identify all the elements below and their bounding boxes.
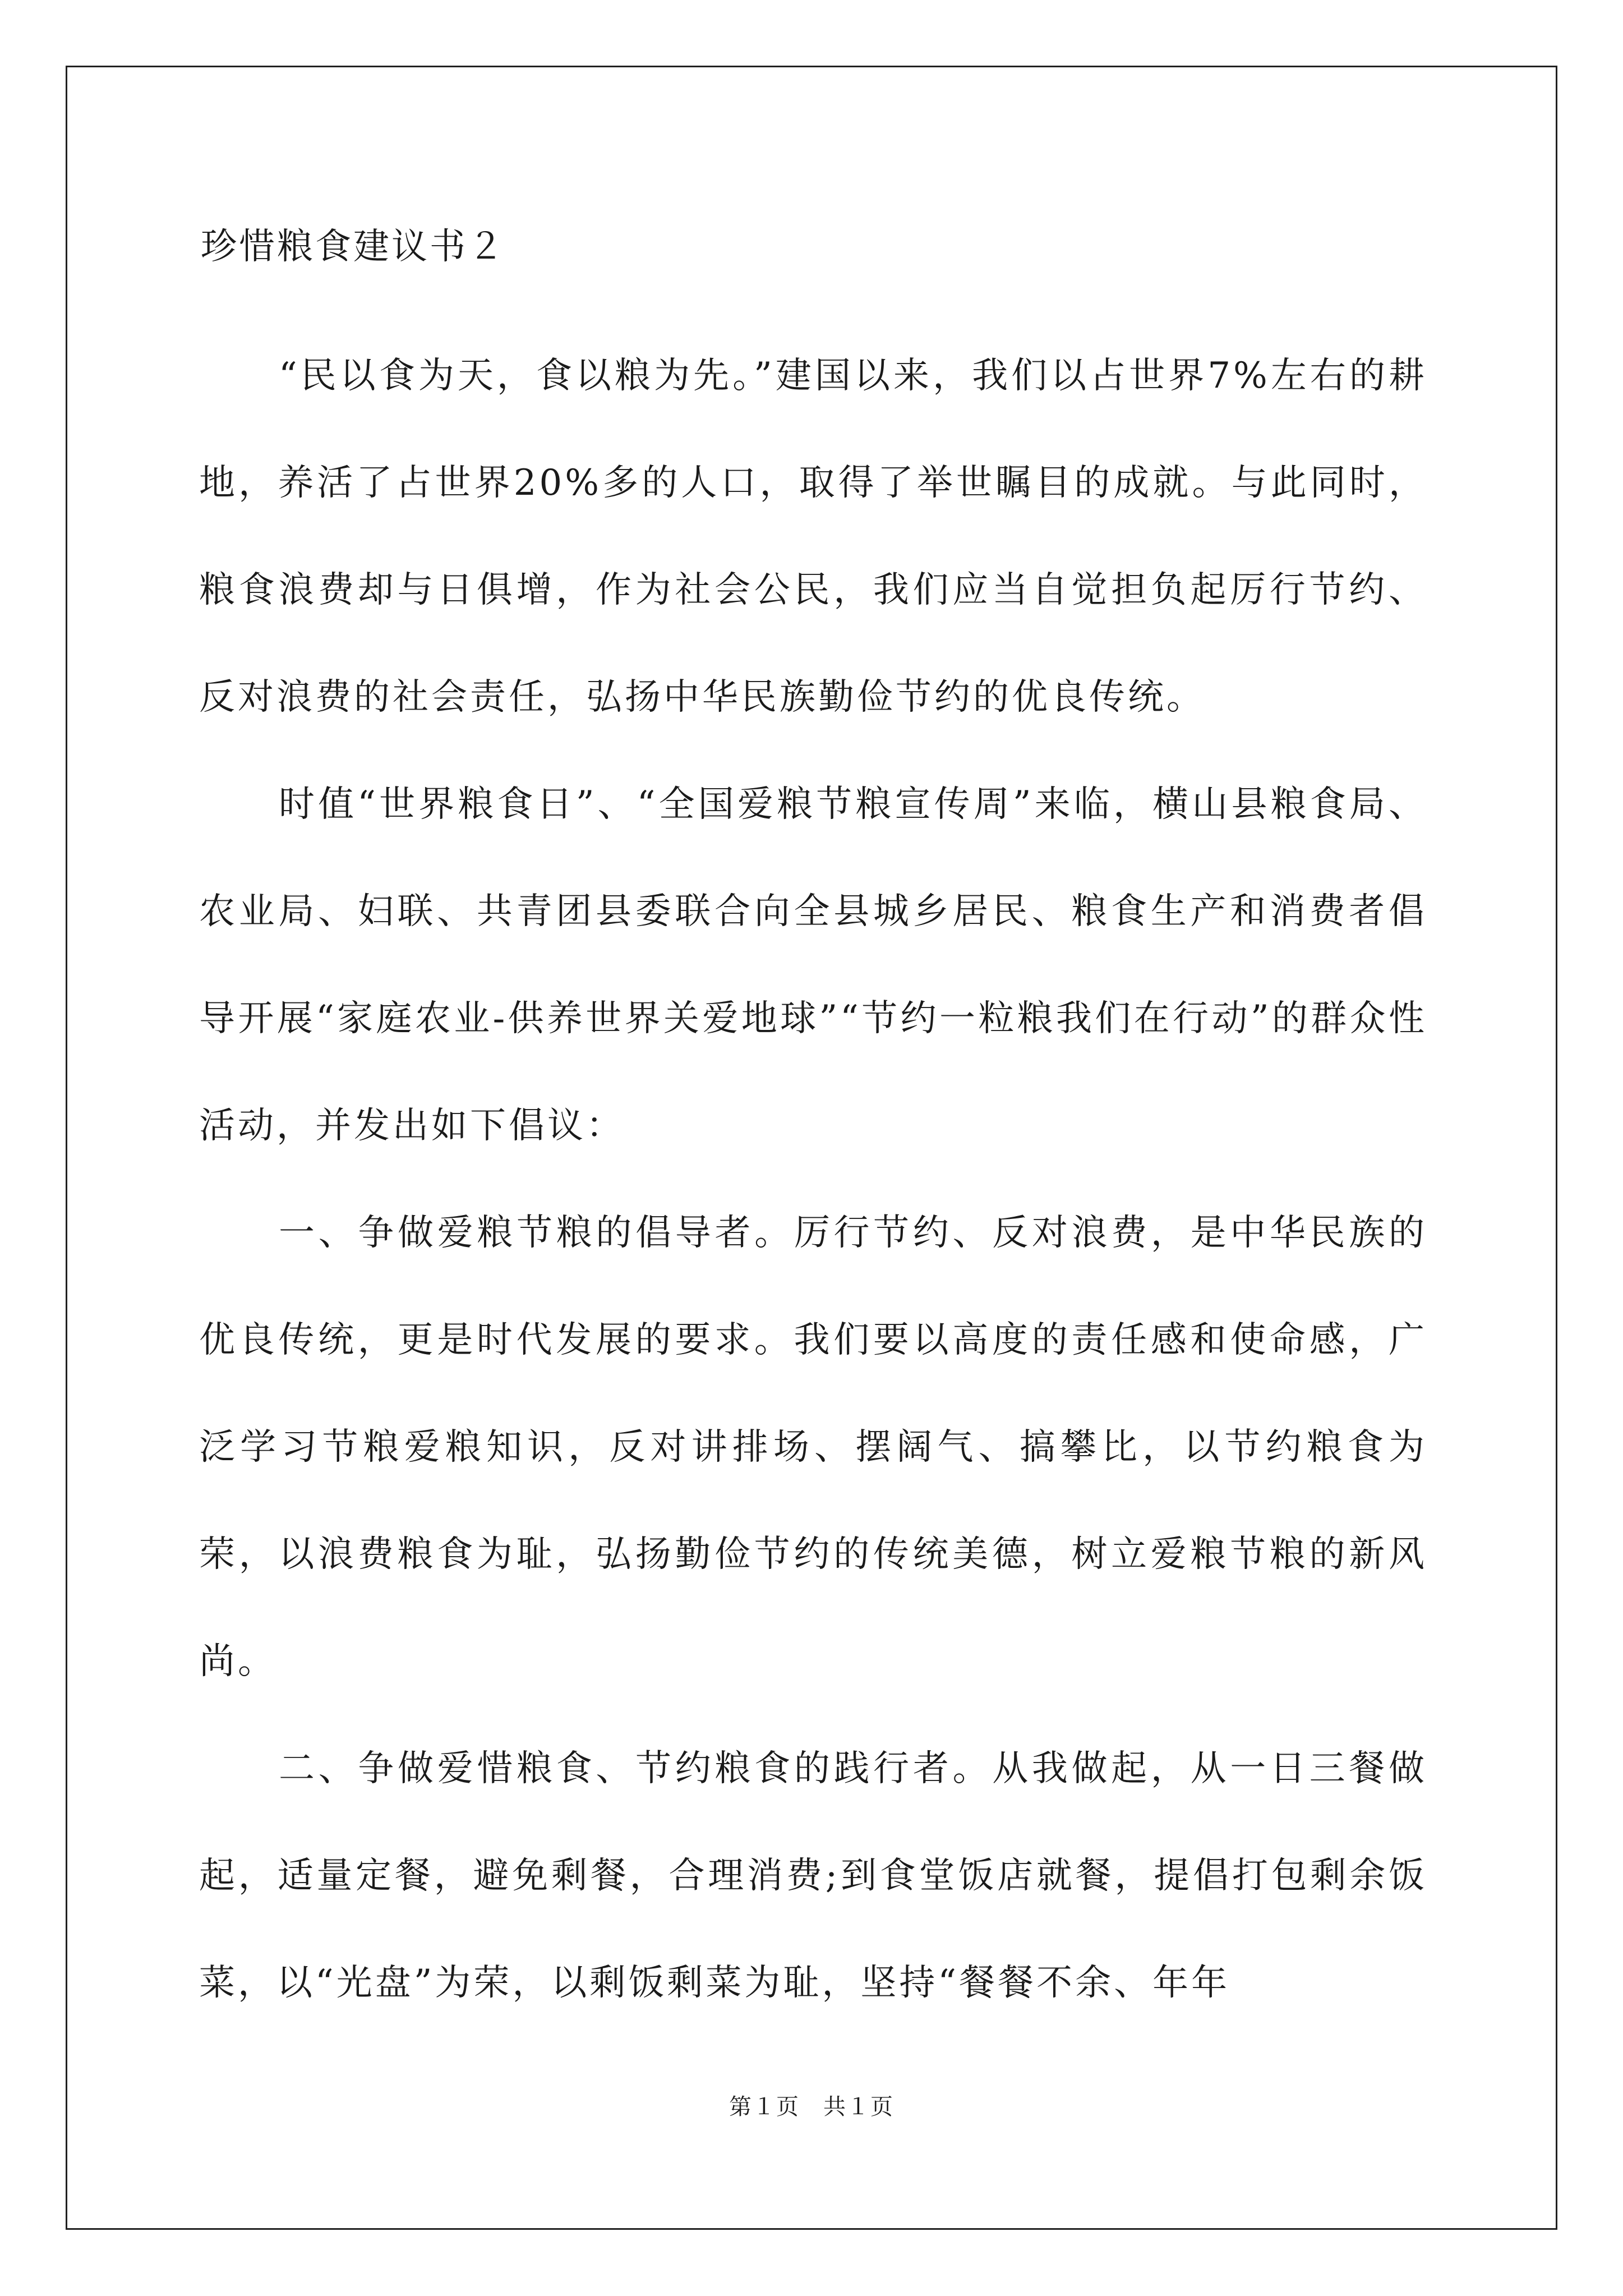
paragraph-3: 一、争做爱粮节粮的倡导者。厉行节约、反对浪费，是中华民族的优良传统，更是时代发展的要求。我们要以高度的责任感和使命感，广泛学习节粮爱粮知识，反对讲排场、摆阔气、搞攀比，以节约粮食为荣，以浪费粮食为耻，弘扬勤俭节约的传统美德，树立爱粮节粮的新风尚。 <box>199 1212 1427 1682</box>
document-body <box>199 323 1427 2037</box>
page-number-footer: 第１页 共１页 <box>729 2094 894 2120</box>
paragraph-2: 时值“世界粮食日”、“全国爱粮节粮宣传周”来临，横山县粮食局、农业局、妇联、共青团县委联合向全县城乡居民、粮食生产和消费者倡导开展“家庭农业-供养世界关爱地球”“节约一粒粮我们在行动”的群众性活动，并发出如下倡议： <box>199 784 1427 1147</box>
paragraph-1: “民以食为天，食以粮为先。”建国以来，我们以占世界7%左右的耕地，养活了占世界20%多的人口，取得了举世瞩目的成就。与此同时，粮食浪费却与日俱增，作为社会公民，我们应当自觉担负起厉行节约、反对浪费的社会责任，弘扬中华民族勤俭节约的优良传统。 <box>199 355 1427 718</box>
document-title: 珍惜粮食建议书２ <box>201 226 506 268</box>
paragraph-4: 二、争做爱惜粮食、节约粮食的践行者。从我做起，从一日三餐做起，适量定餐，避免剩餐，合理消费;到食堂饭店就餐，提倡打包剩余饭菜，以“光盘”为荣，以剩饭剩菜为耻，坚持“餐餐不余、年年 <box>199 1748 1427 2004</box>
